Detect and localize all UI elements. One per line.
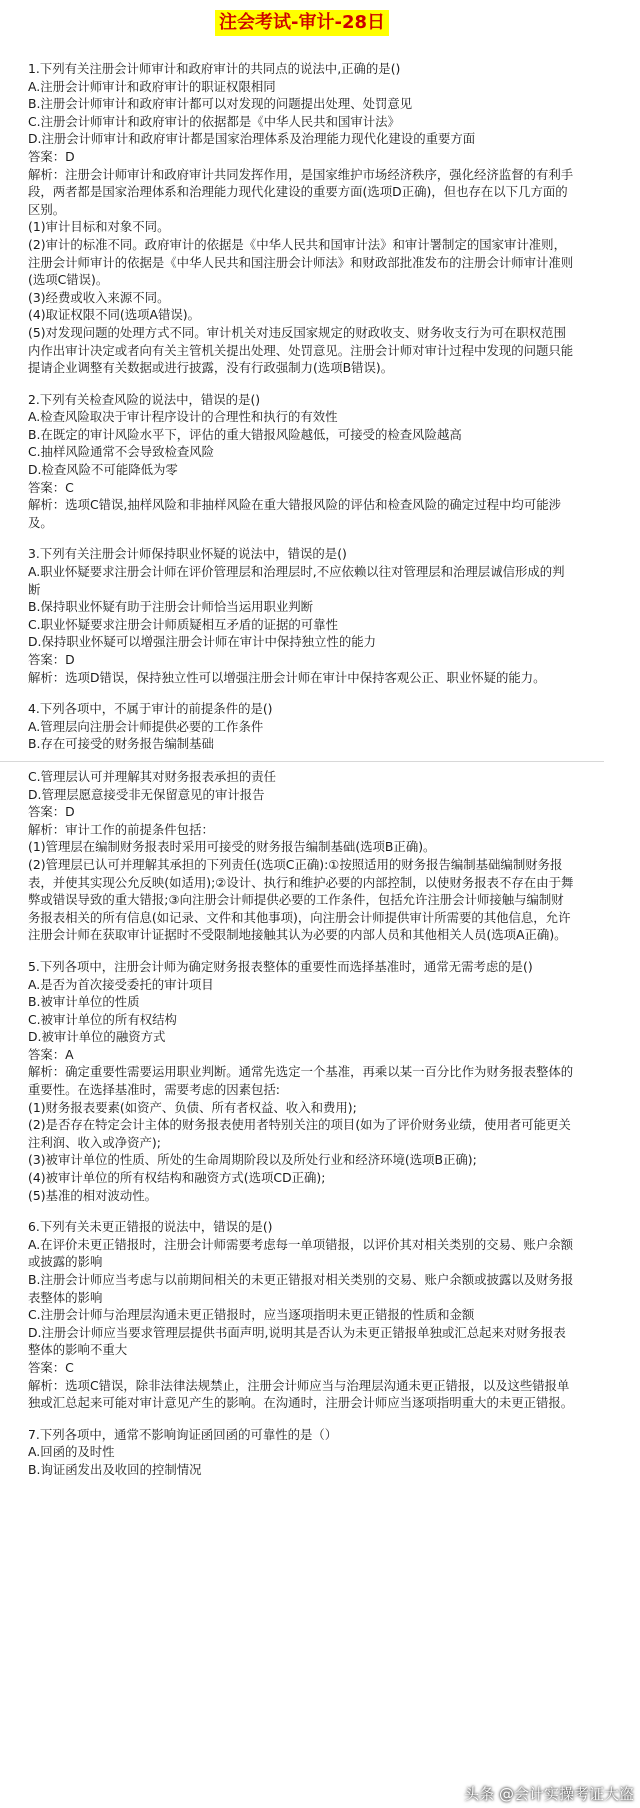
question-line: C.被审计单位的所有权结构 <box>28 1011 177 1027</box>
question-line: 答案：D <box>28 804 75 820</box>
question-line: (5)基准的相对波动性。 <box>28 1187 158 1203</box>
question-line: 答案：A <box>28 1046 74 1062</box>
question-line: C.抽样风险通常不会导致检查风险 <box>28 444 215 460</box>
question-line: C.注册会计师审计和政府审计的依据都是《中华人民共和国审计法》 <box>28 113 400 129</box>
question-line: B.在既定的审计风险水平下，评估的重大错报风险越低，可接受的检查风险越高 <box>28 426 462 442</box>
question-line: 解析：审计工作的前提条件包括： <box>28 821 214 837</box>
question-line: (3)经费或收入来源不同。 <box>28 289 170 305</box>
question-line: A.回函的及时性 <box>28 1444 115 1460</box>
question-line: (5)对发现问题的处理方式不同。审计机关对违反国家规定的财政收支、财务收支行为可在职权范围内作出审计决定或者向有关主管机关提出处理、处罚意见。注册会计师对审计过程中发现的问题只能提请企业调整有关数据或进行披露，没有行政强制力(选项B错误)。 <box>28 324 574 376</box>
question-line: B.询证函发出及收回的控制情况 <box>28 1461 202 1477</box>
question-line: 3.下列有关注册会计师保持职业怀疑的说法中，错误的是() <box>28 546 347 562</box>
question-line: (1)财务报表要素(如资产、负债、所有者权益、收入和费用); <box>28 1099 357 1115</box>
question-line: A.职业怀疑要求注册会计师在评价管理层和治理层时,不应依赖以往对管理层和治理层诚信形成的判断 <box>28 564 565 597</box>
question-line: (1)管理层在编制财务报表时采用可接受的财务报告编制基础(选项B正确)。 <box>28 839 436 855</box>
question-line: A.注册会计师审计和政府审计的职证权限相同 <box>28 78 276 94</box>
question-line: 6.下列有关未更正错报的说法中，错误的是() <box>28 1219 273 1235</box>
question-line: 7.下列各项中，通常不影响询证函回函的可靠性的是（） <box>28 1426 338 1442</box>
question-line: D.注册会计师审计和政府审计都是国家治理体系及治理能力现代化建设的重要方面 <box>28 131 476 147</box>
question-line: 答案：C <box>28 1359 74 1375</box>
question-line: B.注册会计师应当考虑与以前期间相关的未更正错报对相关类别的交易、账户余额或披露以及财务报表整体的影响 <box>28 1272 574 1305</box>
question-line: (2)管理层已认可并理解其承担的下列责任(选项C正确):①按照适用的财务报告编制基础编制财务报表，并使其实现公允反映(如适用);②设计、执行和维护必要的内部控制，以使财务报表不存在由于舞弊或错误导致的重大错报;③向注册会计师提供必要的工作条件，包括允许注册会计师接触与编制财务报表相关的所有信息(如记录、文件和其他事项)，向注册会计师提供审计所需要的其他信息，允许注册会计师在获取审计证据时不受限制地接触其认为必要的内部人员和其他相关人员(选项A正确)。 <box>28 856 574 943</box>
question-line: C.注册会计师与治理层沟通未更正错报时，应当逐项指明未更正错报的性质和金额 <box>28 1307 475 1323</box>
question-block <box>28 1218 576 1412</box>
question-line: B.存在可接受的财务报告编制基础 <box>28 736 214 752</box>
question-line: (2)是否存在特定会计主体的财务报表使用者特别关注的项目(如为了评价财务业绩，使用者可能更关注利润、收入或净资产); <box>28 1117 571 1150</box>
question-line: A.检查风险取决于审计程序设计的合理性和执行的有效性 <box>28 409 338 425</box>
question-line: 1.下列有关注册会计师审计和政府审计的共同点的说法中,正确的是() <box>28 61 401 76</box>
question-line: 答案：C <box>28 479 74 495</box>
watermark: 头条 @会计实操考证大盗 <box>464 1785 634 1803</box>
question-line: C.职业怀疑要求注册会计师质疑相互矛盾的证据的可靠性 <box>28 616 338 632</box>
question-line: A.管理层向注册会计师提供必要的工作条件 <box>28 718 264 734</box>
question-line: 4.下列各项中，不属于审计的前提条件的是() <box>28 701 273 717</box>
question-line: D.管理层愿意接受非无保留意见的审计报告 <box>28 786 265 802</box>
question-block <box>28 958 576 1204</box>
question-block <box>28 545 576 686</box>
question-line: D.被审计单位的融资方式 <box>28 1029 166 1045</box>
question-line: B.被审计单位的性质 <box>28 994 140 1010</box>
question-block <box>28 60 576 377</box>
question-line: 解析：注册会计师审计和政府审计共同发挥作用，是国家维护市场经济秩序，强化经济监督的有利手段，两者都是国家治理体系和治理能力现代化建设的重要方面(选项D正确)，但也存在以下几方面的区别。 <box>28 166 574 217</box>
title-wrap <box>28 0 576 44</box>
question-line: A.在评价未更正错报时，注册会计师需要考虑每一单项错报，以评价其对相关类别的交易、账户余额或披露的影响 <box>28 1236 573 1270</box>
question-line: (2)审计的标准不同。政府审计的依据是《中华人民共和国审计法》和审计署制定的国家审计准则，注册会计师审计的依据是《中华人民共和国注册会计师法》和财政部批准发布的注册会计师审计准则(选项C错误)。 <box>28 236 574 288</box>
question-line: 解析：确定重要性需要运用职业判断。通常先选定一个基准，再乘以某一百分比作为财务报表整体的重要性。在选择基准时，需要考虑的因素包括: <box>28 1064 574 1098</box>
question-line: B.注册会计师审计和政府审计都可以对发现的问题提出处理、处罚意见 <box>28 96 413 112</box>
question-line: A.是否为首次接受委托的审计项目 <box>28 976 214 992</box>
question-block <box>28 1426 576 1479</box>
question-line: D.注册会计师应当要求管理层提供书面声明,说明其是否认为未更正错报单独或汇总起来对财务报表整体的影响不重大 <box>28 1324 566 1358</box>
page-title: 注会考试-审计-28日 <box>215 10 389 36</box>
question-line: (1)审计目标和对象不同。 <box>28 219 170 235</box>
question-line: 解析：选项C错误,抽样风险和非抽样风险在重大错报风险的评估和检查风险的确定过程中均可能涉及。 <box>28 497 561 530</box>
question-block <box>28 700 576 944</box>
question-block <box>28 391 576 532</box>
question-line: (4)被审计单位的所有权结构和融资方式(选项CD正确); <box>28 1170 326 1186</box>
document-page <box>28 0 576 1808</box>
question-line: 2.下列有关检查风险的说法中，错误的是() <box>28 391 261 407</box>
question-line: (3)被审计单位的性质、所处的生命周期阶段以及所处行业和经济环境(选项B正确); <box>28 1152 477 1168</box>
question-line: 答案：D <box>28 652 75 667</box>
question-list <box>28 60 576 1479</box>
image-seam-divider <box>0 761 604 762</box>
question-line: 解析：选项D错误，保持独立性可以增强注册会计师在审计中保持客观公正、职业怀疑的能力。 <box>28 669 546 685</box>
question-line: D.检查风险不可能降低为零 <box>28 462 178 478</box>
question-line: 答案：D <box>28 148 75 164</box>
question-line: B.保持职业怀疑有助于注册会计师恰当运用职业判断 <box>28 599 314 615</box>
question-line: 解析：选项C错误，除非法律法规禁止，注册会计师应当与治理层沟通未更正错报，以及这些错报单独或汇总起来可能对审计意见产生的影响。在沟通时，注册会计师应当逐项指明重大的未更正错报。 <box>28 1377 574 1411</box>
question-line: C.管理层认可并理解其对财务报表承担的责任 <box>28 768 277 784</box>
question-line: (4)取证权限不同(选项A错误)。 <box>28 307 200 323</box>
question-line: 5.下列各项中，注册会计师为确定财务报表整体的重要性而选择基准时，通常无需考虑的是() <box>28 958 533 974</box>
question-line: D.保持职业怀疑可以增强注册会计师在审计中保持独立性的能力 <box>28 634 377 650</box>
